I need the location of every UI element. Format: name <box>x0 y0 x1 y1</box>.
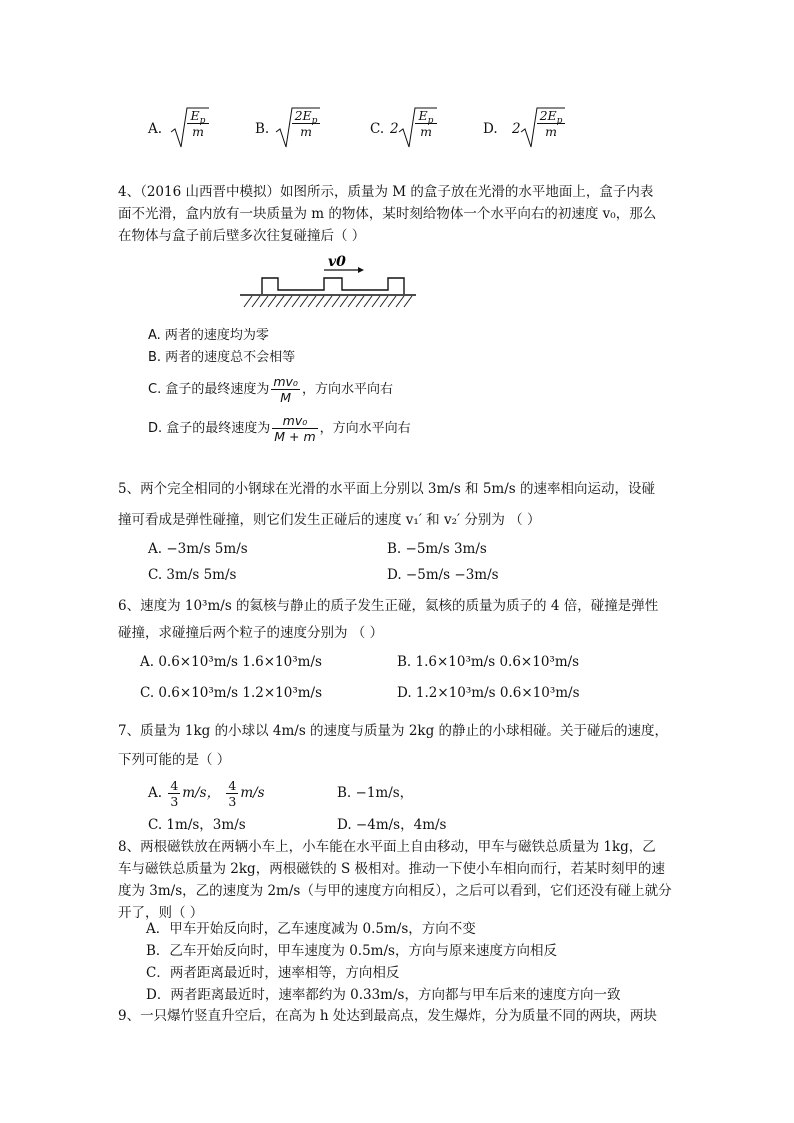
q6-stem-line1: 6、速度为 10³m/s 的氦核与静止的质子发生正碰，氦核的质量为质子的 4 倍，碰撞是弹性 <box>118 598 659 614</box>
q7-stem-line1: 7、质量为 1kg 的小球以 4m/s 的速度与质量为 2kg 的静止的小球相碰。关于碰后的速度， <box>118 723 669 739</box>
q9-stem-line1: 9、一只爆竹竖直升空后，在高为 h 处达到最高点，发生爆炸，分为质量不同的两块，两块 <box>118 1008 657 1024</box>
q3-option-d-coef: 2 <box>512 121 521 137</box>
q3-option-b-label: B. <box>255 121 270 137</box>
q7-option-c: C. 1m/s，3m/s <box>148 817 246 833</box>
q5-option-a: A. −3m/s 5m/s <box>148 541 248 557</box>
q3-option-d-radical: $2E_p$ m <box>520 106 566 148</box>
q7-option-a-fraction-1: $\frac{4}{3}$ <box>170 778 179 809</box>
q4-option-c-fraction: $\frac{\text{mv₀}}{M}$ <box>273 374 298 405</box>
q8-option-a: A．甲车开始反向时，乙车速度减为 0.5m/s，方向不变 <box>146 921 476 937</box>
q4-stem-line2: 面不光滑，盒内放有一块质量为 m 的物体，某时刻给物体一个水平向右的初速度 v₀，那么 <box>118 206 657 222</box>
q5-stem-line2: 撞可看成是弹性碰撞，则它们发生正碰后的速度 v₁′ 和 v₂′ 分别为 （ ） <box>118 512 541 528</box>
q6-option-d: D. 1.2×10³m/s 0.6×10³m/s <box>397 685 580 701</box>
q3-option-b-radical: $2E_p$ m <box>275 106 321 148</box>
q8-option-d: D．两者距离最近时，速率都约为 0.33m/s，方向都与甲车后来的速度方向一致 <box>146 987 621 1003</box>
q7-option-b: B. −1m/s， <box>337 785 414 801</box>
q6-option-c: C. 0.6×10³m/s 1.2×10³m/s <box>140 685 323 701</box>
q4-figure-v0-label: v0 <box>328 254 346 270</box>
q5-stem-line1: 5、两个完全相同的小钢球在光滑的水平面上分别以 3m/s 和 5m/s 的速率相向运动，设碰 <box>118 481 655 497</box>
q8-stem-line3: 度为 3m/s，乙的速度为 2m/s（与甲的速度方向相反），之后可以看到，它们还没有碰上就分 <box>118 883 672 899</box>
q4-option-b: B. 两者的速度总不会相等 <box>148 350 296 365</box>
q7-stem-line2: 下列可能的是（ ） <box>118 752 231 768</box>
q5-option-b: B. −5m/s 3m/s <box>387 541 487 557</box>
q3-option-a-label: A. <box>148 121 163 137</box>
q7-option-a: A. $\frac{4}{3}$ m/s， $\frac{4}{3}$ m/s <box>148 778 265 809</box>
q6-stem-line2: 碰撞，求碰撞后两个粒子的速度分别为 （ ） <box>118 625 384 641</box>
q4-stem-line3: 在物体与盒子前后壁多次往复碰撞后（ ） <box>118 228 366 244</box>
q6-option-b: B. 1.6×10³m/s 0.6×10³m/s <box>397 654 580 670</box>
q8-stem-line1: 8、两根磁铁放在两辆小车上，小车能在水平面上自由移动，甲车与磁铁总质量为 1kg，乙 <box>118 839 656 855</box>
q8-option-c: C．两者距离最近时，速率相等，方向相反 <box>146 965 400 981</box>
q7-option-d: D. −4m/s，4m/s <box>337 817 447 833</box>
q6-option-a: A. 0.6×10³m/s 1.6×10³m/s <box>140 654 322 670</box>
q4-box-figure <box>236 252 420 312</box>
q8-option-b: B．乙车开始反向时，甲车速度为 0.5m/s，方向与原来速度方向相反 <box>146 943 557 959</box>
q5-option-c: C. 3m/s 5m/s <box>148 567 237 583</box>
q4-option-a: A. 两者的速度均为零 <box>148 328 269 343</box>
q3-option-c-radical: $E_p$ m <box>398 106 438 148</box>
q4-option-d-fraction: $\frac{\text{mv₀}}{M + m}$ <box>274 413 316 444</box>
q3-option-a-radical: $E_p$ m <box>170 106 210 148</box>
q3-option-c-coef: 2 <box>390 121 399 137</box>
q4-option-c: C. 盒子的最终速度为 $\frac{\text{mv₀}}{M}$ ，方向水平向右 <box>148 374 393 405</box>
q8-stem-line2: 车与磁铁总质量为 2kg，两根磁铁的 S 极相对。推动一下使小车相向而行，若某时刻甲的速 <box>118 861 666 877</box>
q5-option-d: D. −5m/s −3m/s <box>387 567 499 583</box>
q4-option-d: D. 盒子的最终速度为 $\frac{\text{mv₀}}{M + m}$ ，方向水平向右 <box>148 413 411 444</box>
q3-option-d-label: D. <box>483 121 498 137</box>
q8-stem-line4: 开了，则（ ） <box>118 905 204 921</box>
q4-stem-line1: 4、（2016 山西晋中模拟）如图所示，质量为 M 的盒子放在光滑的水平地面上，盒子内表 <box>118 184 654 200</box>
q3-option-c-label: C. <box>370 121 385 137</box>
q7-option-a-fraction-2: $\frac{4}{3}$ <box>228 778 237 809</box>
